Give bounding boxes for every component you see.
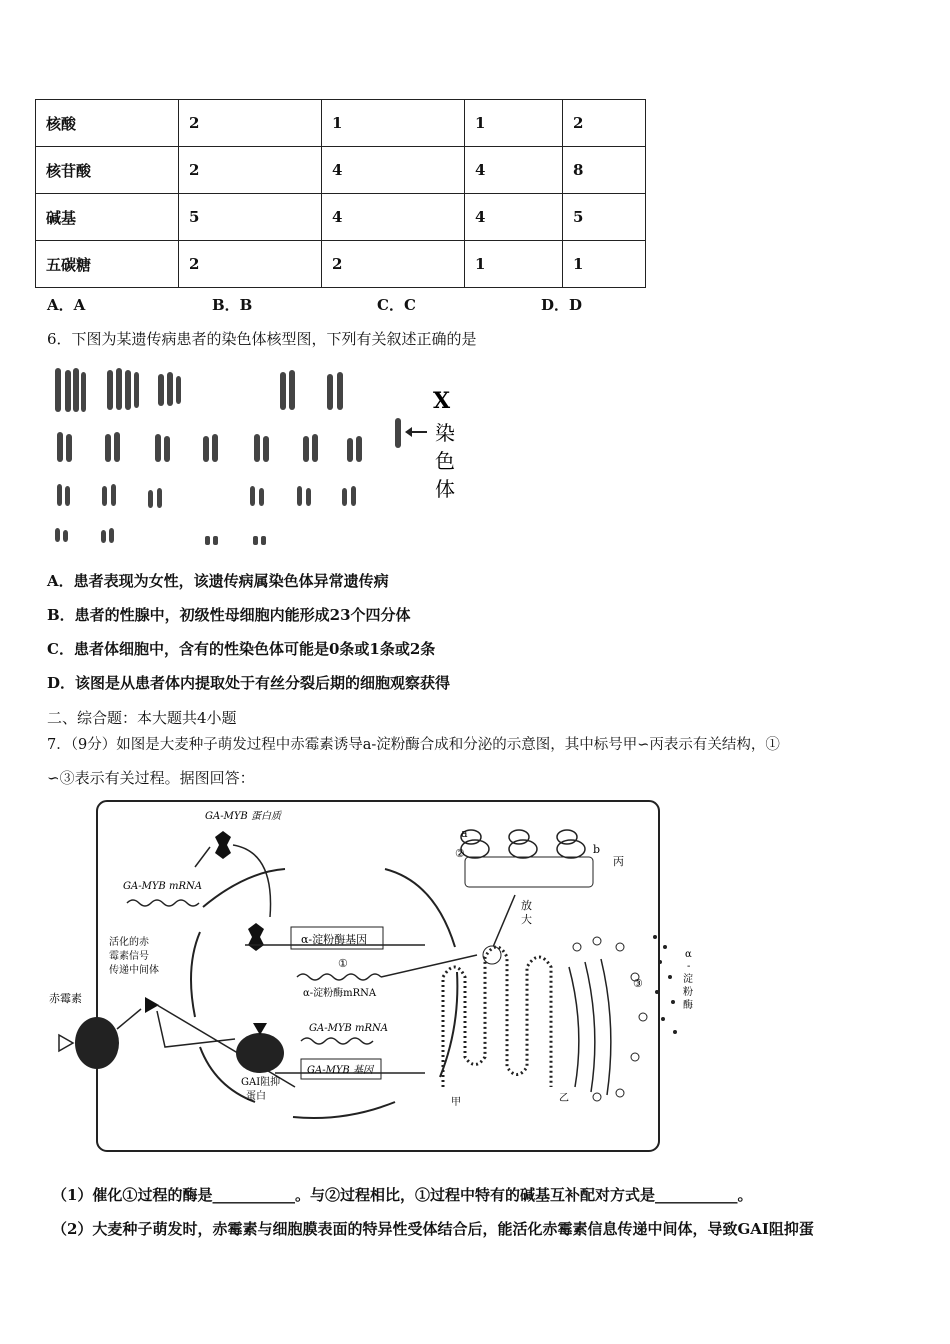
gibberellin-icon <box>59 1035 73 1051</box>
cell-b: 4 <box>322 147 465 194</box>
cell-b: 2 <box>322 241 465 288</box>
label-jia: 甲 <box>451 1097 461 1108</box>
bound-gamyb-icon <box>248 923 264 951</box>
mrna-wave <box>127 900 199 906</box>
cell-a: 2 <box>179 147 322 194</box>
q5-option-d[interactable]: D．D <box>541 296 583 314</box>
inset-box <box>465 857 593 887</box>
gamyb-gene-label: GA-MYB 基因 <box>307 1065 373 1076</box>
x-chrom-char-3: 体 <box>435 477 455 501</box>
gamyb-mrna-mid-label: GA-MYB mRNA <box>309 1023 388 1034</box>
amylase-char: 酶 <box>683 1000 693 1011</box>
gamyb-protein-icon <box>215 831 231 859</box>
nucleic-acid-table <box>35 99 646 288</box>
cell-boundary <box>97 801 659 1151</box>
magnify-label-1: 放 <box>521 899 532 912</box>
intermediate-icon <box>145 997 159 1013</box>
step-2-label: ② <box>455 847 465 860</box>
cell-a: 5 <box>179 194 322 241</box>
amylase-char: α <box>685 949 692 960</box>
label-a: a <box>461 827 468 840</box>
cell-b: 4 <box>322 194 465 241</box>
gai-label-1: GAI阻抑 <box>241 1077 281 1088</box>
amylase-dots <box>653 935 677 1034</box>
activated-label-2: 霉素信号 <box>109 951 149 962</box>
magnify-label-2: 大 <box>521 913 532 926</box>
activated-label-3: 传递中间体 <box>109 965 159 976</box>
cell-c: 1 <box>465 100 563 147</box>
ribosomes <box>461 830 585 858</box>
gamyb-protein-label: GA-MYB 蛋白质 <box>205 811 281 822</box>
amylase-char: - <box>687 961 691 972</box>
karyotype-figure <box>45 360 465 555</box>
alpha-mrna-label: α-淀粉酶mRNA <box>303 988 377 999</box>
q5-option-b[interactable]: B．B <box>212 296 253 314</box>
step-3-label: ③ <box>633 977 643 990</box>
section-title: 二、综合题：本大题共4小题 <box>47 709 237 727</box>
x-chromosome-label-x: X <box>433 388 451 414</box>
row-label: 碱基 <box>36 194 179 241</box>
q7-sub1: （1）催化①过程的酶是___________。与②过程相比，①过程中特有的碱基互补配对方式是___________。 <box>52 1186 753 1204</box>
q6-option-b[interactable]: B．患者的性腺中，初级性母细胞内能形成23个四分体 <box>47 606 411 624</box>
alpha-gene-label: α-淀粉酶基因 <box>301 933 368 946</box>
cell-b: 1 <box>322 100 465 147</box>
q5-option-c[interactable]: C．C <box>377 296 416 314</box>
golgi <box>569 959 611 1095</box>
table-row <box>36 147 646 194</box>
gibberellin-label: 赤霉素 <box>49 992 82 1005</box>
row-label: 核酸 <box>36 100 179 147</box>
amylase-char: 淀 <box>683 974 693 985</box>
q5-option-a[interactable]: A．A <box>47 296 86 314</box>
table-row <box>36 100 646 147</box>
x-chrom-char-1: 染 <box>435 421 455 445</box>
q7-stem-line1: 7．（9分）如图是大麦种子萌发过程中赤霉素诱导a-淀粉酶合成和分泌的示意图，其中标号甲∽丙表示有关结构，① <box>47 737 780 753</box>
cell-d: 8 <box>563 147 646 194</box>
chromosome-pairs <box>55 368 401 545</box>
cell-c: 4 <box>465 147 563 194</box>
rough-er <box>443 947 551 1087</box>
gamyb-mrna-left-label: GA-MYB mRNA <box>123 881 202 892</box>
cell-d: 1 <box>563 241 646 288</box>
cell-c: 4 <box>465 194 563 241</box>
cell-a: 2 <box>179 100 322 147</box>
table-row <box>36 241 646 288</box>
q6-option-c[interactable]: C．患者体细胞中，含有的性染色体可能是0条或1条或2条 <box>47 640 436 658</box>
activated-label-1: 活化的赤 <box>109 937 149 948</box>
label-yi: 乙 <box>559 1093 569 1104</box>
step-1-label: ① <box>338 957 348 970</box>
x-chrom-char-2: 色 <box>435 449 455 473</box>
gibberellin-diagram <box>45 797 715 1155</box>
cell-d: 2 <box>563 100 646 147</box>
cell-c: 1 <box>465 241 563 288</box>
q6-option-a[interactable]: A．患者表现为女性，该遗传病属染色体异常遗传病 <box>47 572 389 590</box>
q7-stem-line2: ∽③表示有关过程。据图回答： <box>47 769 255 787</box>
x-chromosome-label <box>435 421 461 501</box>
row-label: 核苷酸 <box>36 147 179 194</box>
gai-label-2: 蛋白 <box>246 1091 266 1102</box>
cell-a: 2 <box>179 241 322 288</box>
receptor-icon <box>75 1017 119 1069</box>
row-label: 五碳糖 <box>36 241 179 288</box>
cell-d: 5 <box>563 194 646 241</box>
q6-option-d[interactable]: D．该图是从患者体内提取处于有丝分裂后期的细胞观察获得 <box>47 674 451 692</box>
gai-protein-icon <box>236 1033 284 1073</box>
magnify-circle <box>483 946 501 964</box>
label-bing: 丙 <box>613 855 624 868</box>
label-b: b <box>593 843 601 856</box>
table-row <box>36 194 646 241</box>
q6-stem: 6．下图为某遗传病患者的染色体核型图，下列有关叙述正确的是 <box>47 330 477 348</box>
q7-sub2: （2）大麦种子萌发时，赤霉素与细胞膜表面的特异性受体结合后，能活化赤霉素信息传递中间体，导致GAI阻抑蛋 <box>52 1220 814 1238</box>
alpha-amylase-label <box>683 949 696 1011</box>
amylase-char: 粉 <box>683 987 693 998</box>
